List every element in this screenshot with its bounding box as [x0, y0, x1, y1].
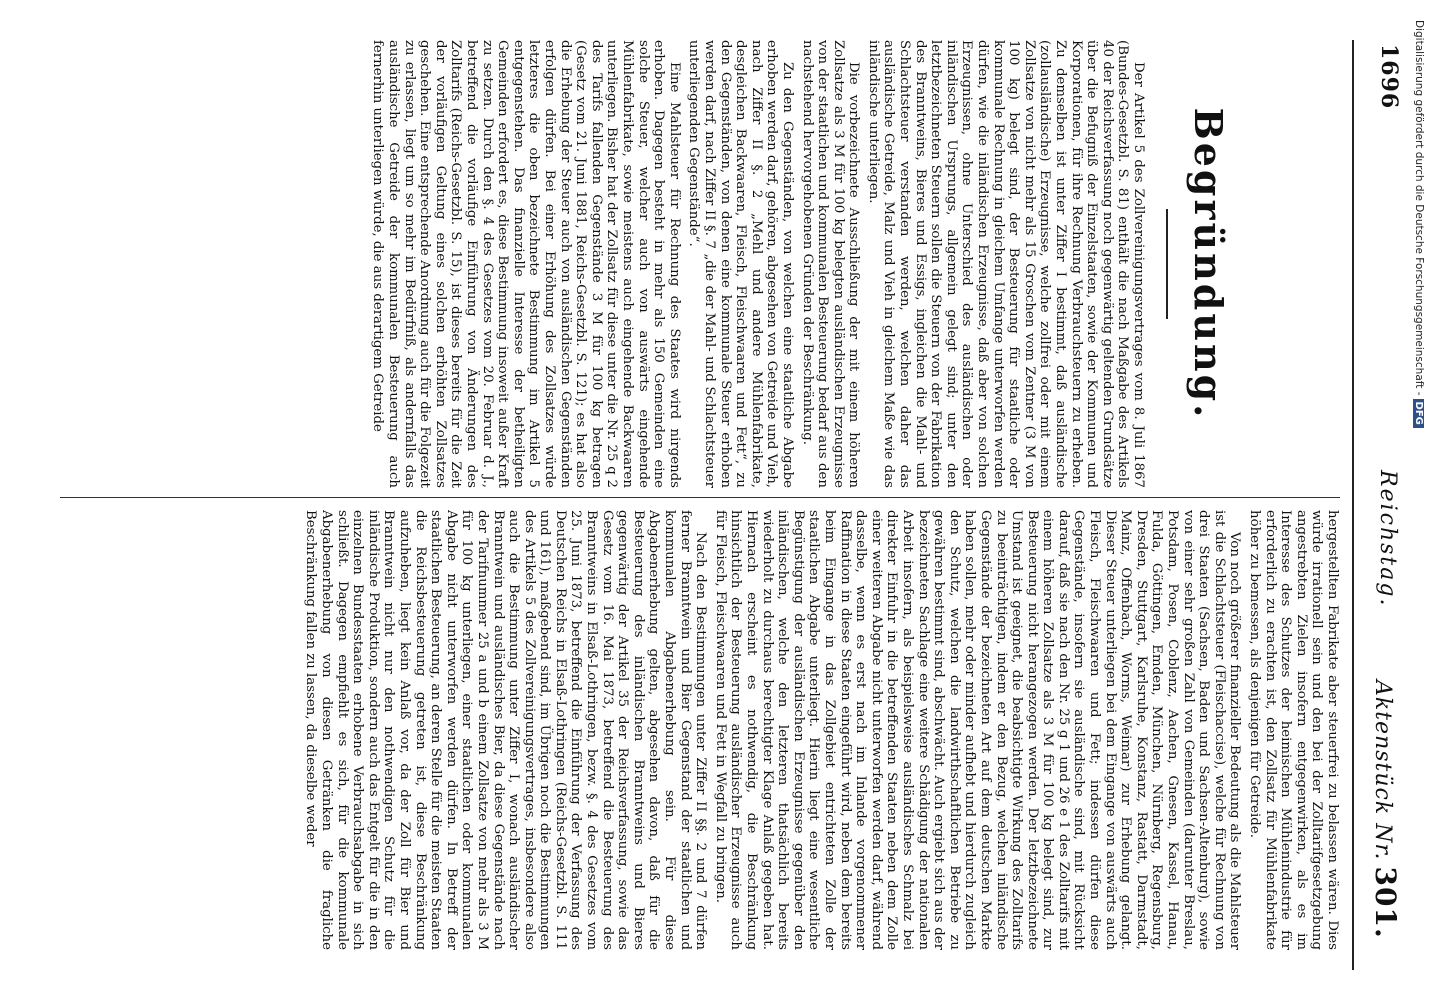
- page-header: [1366, 40, 1406, 970]
- paragraph: Die vorbezeichnete Ausschließung der mit einem höheren Zollsatze als 3 M für 100 kg belegten ausländischen Erzeugnisse von der staatlichen und kommunalen Besteuerung bedarf aus den nachstehend hervorgehobenen Gründen der Beschränkung.: [799, 40, 862, 488]
- credit-text: Digitalisierung gefördert durch die Deutsche Forschungsgemeinschaft -: [1413, 20, 1425, 396]
- document-number: 301.: [1369, 866, 1402, 939]
- left-column: [60, 40, 1340, 488]
- paragraph: Nach den Bestimmungen unter Ziffer II §§. 2 und 7 dürfen ferner Branntwein und Bier Gegenstand der staatlichen und kommunalen Abgabenerhebung sein. Für diese Abgabenerhebung gelten, abgesehen davon, daß für die Besteuerung des inländischen Branntweins und Bieres gegenwärtig der Artikel 35 der Reichsverfassung, sowie das Gesetz vom 16. Mai 1873, betreffend die Besteuerung des Branntweins in Elsaß-Lothringen, bezw. §. 4 des Gesetzes vom 25. Juni 1873, betreffend die Einführung der Verfassung des Deutschen Reichs in Elsaß-Lothringen (Reichs-Gesetzbl. S. 111 und 161), maßgebend sind, im Übrigen noch die Bestimmungen des Artikels 5 des Zollvereinigungsvertrages, insbesondere also auch die Bestimmung unter Ziffer I, wonach ausländischer Branntwein und ausländisches Bier, da diese Gegenstände nach der Tarifnummer 25 a und b einem Zollsatze von mehr als 3 M für 100 kg unterliegen, einer staatlichen oder kommunalen Abgabe nicht unterworfen werden dürfen. In Betreff der staatlichen Besteuerung, an deren Stelle für die meisten Staaten die Reichsbesteuerung getreten ist, diese Beschränkung aufzuheben, liegt kein Anlaß vor, da der Zoll für Bier und Branntwein nicht nur den nothwendigen Schutz für die inländische Produktion, sondern auch das Entgelt für die in den einzelnen Bundesstaaten erhobene Verbrauchsabgabe in sich schließt. Dagegen empfiehlt es sich, für die kommunale Abgabenerhebung von diesen Getränken die fragliche Beschränkung fallen zu lassen, da dieselbe weder: [303, 510, 709, 950]
- paragraph: Der Artikel 5 des Zollvereinigungsvertrages vom 8. Juli 1867 (Bundes-Gesetzbl. S. 81) enthält die nach Maßgabe des Artikels 40 der Reichsverfassung noch gegenwärtig geltenden Grundsätze über die Befugniß der Einzelstaaten, sowie der Kommunen und Korporationen, für ihre Rechnung Verbrauchsteuern zu erheben. Zu demselben ist unter Ziffer I bestimmt, daß ausländische (zollausländische) Erzeugnisse, welche zollfrei oder mit einem Zollsatze von nicht mehr als 15 Groschen vom Zentner (3 M von 100 kg) belegt sind, der Besteuerung für staatliche oder kommunale Rechnung in gleichem Umfange unterworfen werden dürfen, wie die inländischen Erzeugnisse, daß aber von solchen Erzeugnissen, ohne Unterschied des ausländischen oder inländischen Ursprungs, allgemein gelegt sind; unter den letztbezeichneten Steuern sollen die Steuern von der Fabrikation des Branntweins, Bieres und Essigs, ingleichen die Mahl- und Schlachtsteuer verstanden werden, welchen daher das ausländische Getreide, Malz und Vieh in gleichem Maße wie das inländische unterliegen.: [865, 40, 1146, 488]
- paragraph: Von noch größerer finanzieller Bedeutung als die Mahlsteuer ist die Schlachtsteuer (Fleischaccise), welche für Rechnung von drei Staaten (Sachsen, Baden und Sachsen-Altenburg), sowie von einer sehr großen Zahl von Gemeinden (darunter Breslau, Potsdam, Posen, Coblenz, Aachen, Gnesen, Kassel, Hanau, Fulda, Göttingen, Emden, München, Nürnberg, Regensburg, Dresden, Stuttgart, Karlsruhe, Konstanz, Rastatt, Darmstadt, Mainz, Offenbach, Worms, Weimar) zur Erhebung gelangt. Dieser Steuer unterliegen bei dem Eingange von auswärts auch Fleisch, Fleischwaaren und Fett; indessen dürfen diese Gegenstände, insofern sie ausländische sind, mit Rücksicht darauf, daß sie nach den Nr. 25 g 1 und 26 e 1 des Zolltarifs mit einem höheren Zollsatze als 3 M für 100 kg belegt sind, zur Besteuerung nicht herangezogen werden. Der letztbezeichnete Umstand ist geeignet, die beabsichtigte Wirkung des Zolltarifs zu beeinträchtigen, indem er den Bezug, welchen inländische Gegenstände der bezeichneten Art auf dem deutschen Markte haben sollen, mehr oder minder aufhebt und hierdurch zugleich den Schutz, welchen die landwirthschaftlichen Betriebe zu gewähren bestimmt sind, abschwächt. Auch ergiebt sich aus der bezeichneten Sachlage eine weitere Schädigung der nationalen Arbeit insofern, als beispielsweise ausländisches Schmalz bei direkter Einfuhr in die betreffenden Staaten neben dem Zolle einer weiteren Abgabe nicht unterworfen werden darf, während dasselbe, wenn es erst nach im Inlande vorgenommener Raffination in diese Staaten eingeführt wird, neben dem bereits beim Eingange in das Zollgebiet entrichteten Zolle der staatlichen Abgabe unterliegt. Hierin liegt eine wesentliche Begünstigung der ausländischen Erzeugnisse gegenüber den inländischen, welche den letzteren thatsächlich bereits wiederholt zu durchaus berechtigter Klage Anlaß gegeben hat. Hiernach erscheint es nothwendig, die Beschränkung hinsichtlich der Besteuerung ausländischer Erzeugnisse auch für Fleisch, Fleischwaaren und Fett in Wegfall zu bringen.: [712, 510, 1243, 950]
- document-label: Aktenstück Nr.: [1370, 680, 1395, 861]
- paragraph: Eine Mahlsteuer für Rechnung des Staates wird nirgends erhoben. Dagegen besteht in mehr als 150 Gemeinden eine solche Steuer, welcher auch von auswärts eingehende Mühlenfabrikate, sowie meistens auch eingehende Backwaaren unterliegen. Bisher hat der Zollsatz für diese unter die Nr. 25 q 2 des Tarifs fallenden Gegenstände 3 M für 100 kg betragen (Gesetz vom 21. Juni 1881, Reichs-Gesetzbl. S. 121); es hat also die Erhebung der Steuer auch von ausländischen Gegenständen erfolgen dürfen. Bei einer Erhöhung des Zollsatzes würde letzteres die oben bezeichnete Bestimmung im Artikel 5 entgegenstehen. Das finanzielle Interesse der betheiligten Gemeinden erfordert es, diese Bestimmung insoweit außer Kraft zu setzen. Durch den §. 4 des Gesetzes vom 20. Februar d. J., betreffend die vorläufige Einführung von Änderungen des Zolltarifs (Reichs-Gesetzbl. S. 15), ist dieses bereits für die Zeit der vorläufigen Geltung eines solchen erhöhten Zollsatzes geschehen. Eine entsprechende Anordnung auch für die Folgezeit zu erlassen, liegt um so mehr im Bedürfniß, als andernfalls das ausländische Getreide der kommunalen Besteuerung auch fernerhin unterliegen würde, die aus derartigem Getreide: [370, 40, 682, 488]
- title-rule: [1166, 209, 1168, 319]
- running-title-right: [1369, 680, 1402, 939]
- paragraph: hergestellten Fabrikate aber steuerfrei zu belassen wären. Dies würde irrationell sein und den bei der Zolltarifgesetzgebung angestrebten Zielen insofern entgegenwirken, als es im Interesse des Schutzes der heimischen Mühlenindustrie für erforderlich zu erachten ist, den Zollsatz für Mühlenfabrikate höher zu bemessen, als denjenigen für Getreide.: [1247, 510, 1340, 950]
- digitization-credit: [1413, 20, 1425, 428]
- right-column: [60, 510, 1340, 950]
- header-rule: [1352, 40, 1354, 970]
- running-title-left: Reichstag.: [1375, 470, 1400, 608]
- paragraph: Zu den Gegenständen, von welchen eine staatliche Abgabe erhoben werden darf, gehören, abgesehen von Getreide und Vieh, nach Ziffer II §. 2 „Mehl und andere Mühlenfabrikate, desgleichen Backwaaren, Fleisch, Fleischwaaren und Fett“, zu den Gegenständen, von denen eine kommunale Steuer erhoben werden darf, nach Ziffer II §. 7 „die der Mahl- und Schlachtsteuer unterliegenden Gegenstände“.: [686, 40, 795, 488]
- dfg-logo: DFG: [1413, 399, 1424, 428]
- section-title: Begründung.: [1186, 107, 1231, 421]
- column-divider: [60, 497, 1340, 498]
- page-number: 1696: [1376, 44, 1402, 110]
